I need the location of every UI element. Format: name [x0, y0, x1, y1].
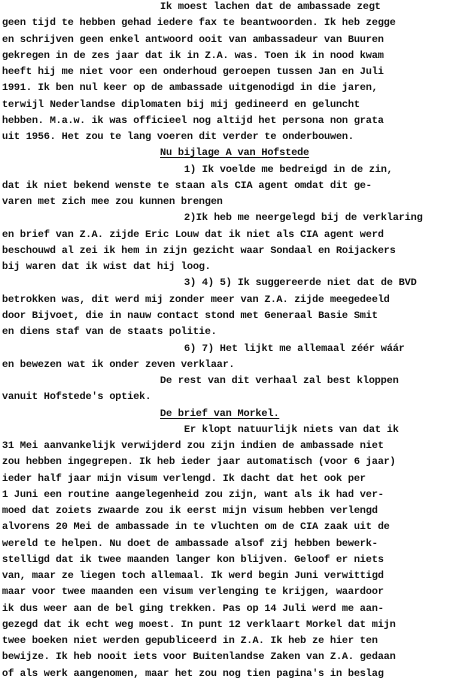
text-line: geen tijd te hebben gehad iedere fax te beantwoorden. Ik heb zegge	[2, 18, 396, 30]
text-line: 3) 4) 5) Ik suggereerde niet dat de BVD	[184, 278, 417, 290]
text-line: beschouwd al zei ik hem in zijn gezicht waar Sondaal en Roijackers	[2, 245, 396, 257]
text-line: varen met zich mee zou kunnen brengen	[2, 197, 223, 209]
text-line: wereld te helpen. Nu doet de ambassade alsof zij hebben bewerk-	[2, 538, 378, 550]
text-line: hebben. M.a.w. ik was officieel nog altijd het persona non grata	[2, 115, 384, 127]
text-line: 2)Ik heb me neergelegd bij de verklaring	[184, 213, 423, 225]
text-line: zou hebben ingegrepen. Ik heb ieder jaar automatisch (voor 6 jaar)	[2, 457, 396, 469]
text-line: dat ik niet bekend wenste te staan als CIA agent omdat dit ge-	[2, 180, 372, 192]
text-line: maar voor twee maanden een visum verlenging te krijgen, waardoor	[2, 587, 384, 599]
text-line: 1991. Ik ben nul keer op de ambassade uitgenodigd in die jaren,	[2, 83, 378, 95]
text-line: heeft hij me niet voor een onderhoud geroepen tussen Jan en Juli	[2, 67, 384, 79]
text-line: 31 Mei aanvankelijk verwijderd zou zijn indien de ambassade niet	[2, 441, 384, 453]
text-line: stelligd dat ik twee maanden langer kon blijven. Geloof er niets	[2, 554, 384, 566]
text-line: moed dat zoiets zwaarde zou ik eerst mijn visum hebben verlengd	[2, 506, 378, 518]
text-line: 6) 7) Het lijkt me allemaal zéér wáár	[184, 343, 405, 355]
text-line: Ik moest lachen dat de ambassade zegt	[160, 2, 381, 13]
text-line: betrokken was, dit werd mij zonder meer van Z.A. zijde meegedeeld	[2, 294, 390, 306]
text-line: terwijl Nederlandse diplomaten bij mij gedineerd en geluncht	[2, 99, 360, 111]
text-line: alvorens 20 Mei de ambassade in te vluchten om de CIA zaak uit de	[2, 522, 390, 534]
text-line: van, maar ze liegen toch allemaal. Ik werd begin Juni verwittigd	[2, 571, 384, 583]
text-line: bij waren dat ik wist dat hij loog.	[2, 262, 211, 274]
text-line: en brief van Z.A. zijde Eric Louw dat ik niet als CIA agent werd	[2, 229, 384, 241]
text-line: gezegd dat ik echt weg moest. In punt 12 verklaart Morkel dat mijn	[2, 619, 396, 631]
text-line: uit 1956. Het zou te lang voeren dit verder te onderbouwen.	[2, 132, 354, 144]
text-line: De rest van dit verhaal zal best kloppen	[160, 376, 399, 388]
text-line: en schrijven geen enkel antwoord ooit van ambassadeur van Buuren	[2, 34, 384, 46]
text-line: twee boeken niet werden gepubliceerd in Z.A. Ik heb ze hier ten	[2, 636, 378, 648]
text-line: door Bijvoet, die in nauw contact stond met Generaal Basie Smit	[2, 310, 378, 322]
text-line: gekregen in de zes jaar dat ik in Z.A. was. Toen ik in nood kwam	[2, 50, 384, 62]
text-line: vanuit Hofstede's optiek.	[2, 392, 152, 404]
text-line: en bewezen wat ik onder zeven verklaar.	[2, 359, 235, 371]
text-line: ik dus weer aan de bel ging trekken. Pas op 14 Juli werd me aan-	[2, 603, 384, 615]
text-line: ieder half jaar mijn visum verlengd. Ik dacht dat het ook per	[2, 473, 366, 485]
section-heading: De brief van Morkel.	[160, 408, 280, 420]
text-line: 1) Ik voelde me bedreigd in de zin,	[184, 164, 393, 176]
text-line: bewijze. Ik heb nooit iets voor Buitenlandse Zaken van Z.A. gedaan	[2, 652, 396, 664]
text-line: of als werk aangenomen, maar het zou nog tien pagina's in beslag	[2, 668, 384, 680]
text-line: Er klopt natuurlijk niets van dat ik	[184, 424, 399, 436]
text-line: en diens staf van de staats politie.	[2, 327, 217, 339]
text-line: 1 Juni een routine aangelegenheid zou zijn, want als ik had ver-	[2, 489, 384, 501]
section-heading: Nu bijlage A van Hofstede	[160, 148, 310, 160]
